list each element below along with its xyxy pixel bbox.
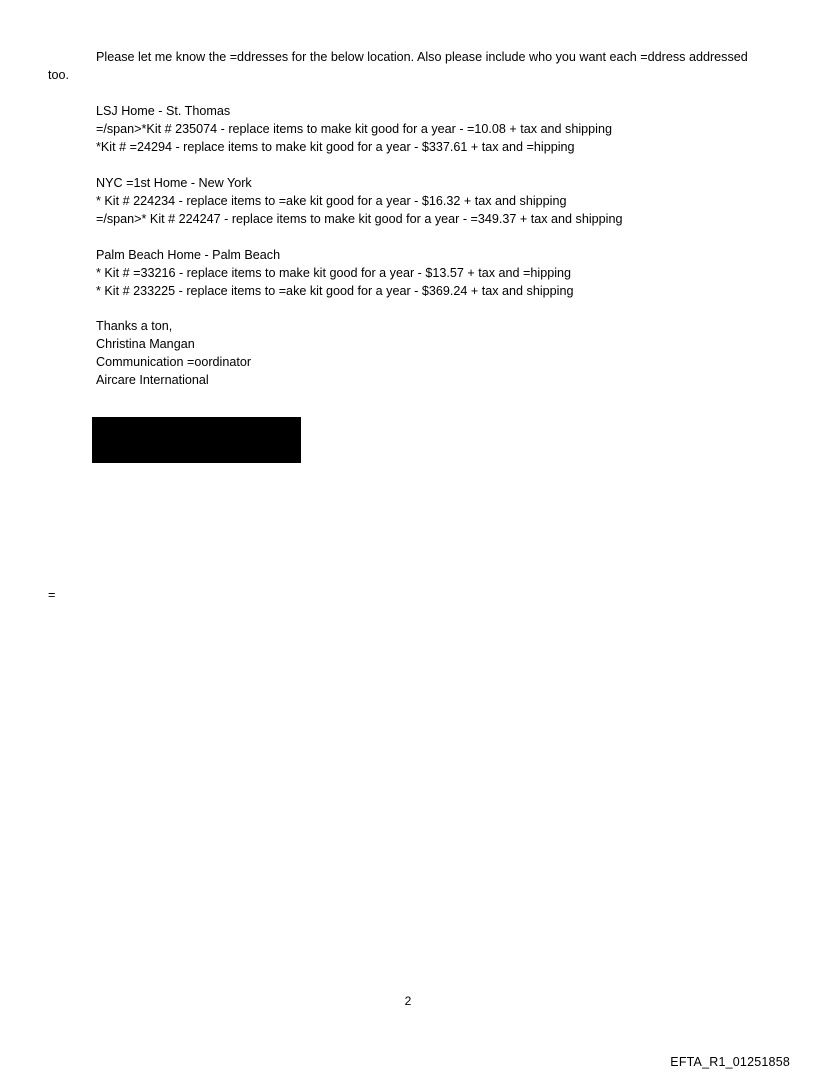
bates-number: EFTA_R1_01251858 xyxy=(670,1055,790,1069)
signature-company: Aircare International xyxy=(96,373,209,387)
signature-title: Communication =oordinator xyxy=(96,355,252,369)
location-heading: LSJ Home - St. Thomas xyxy=(96,104,231,118)
location-heading: NYC =1st Home - New York xyxy=(96,176,252,190)
kit-line: *Kit # =24294 - replace items to make kit good for a year - $337.61 + tax and =hipping xyxy=(96,140,575,154)
page-number: 2 xyxy=(404,994,412,1008)
kit-line: * Kit # 233225 - replace items to =ake kit good for a year - $369.24 + tax and shipping xyxy=(96,284,574,298)
kit-line: =/span>*Kit # 235074 - replace items to make kit good for a year - =10.08 + tax and shipping xyxy=(96,122,612,136)
signature-block xyxy=(96,317,776,389)
kit-line: * Kit # 224234 - replace items to =ake kit good for a year - $16.32 + tax and shipping xyxy=(96,194,567,208)
kit-line: =/span>* Kit # 224247 - replace items to make kit good for a year - =349.37 + tax and shipping xyxy=(96,212,623,226)
location-heading: Palm Beach Home - Palm Beach xyxy=(96,248,281,262)
signature-closing: Thanks a ton, xyxy=(96,319,173,333)
redaction-box xyxy=(92,417,301,463)
kit-line: * Kit # =33216 - replace items to make kit good for a year - $13.57 + tax and =hipping xyxy=(96,266,572,280)
location-block-palm-beach xyxy=(96,246,776,300)
location-block-lsj xyxy=(96,102,776,156)
location-block-nyc xyxy=(96,174,776,228)
stray-text: = xyxy=(48,588,56,602)
intro-paragraph: Please let me know the =ddresses for the below location. Also please include who you want each =ddress addressed too. xyxy=(48,50,748,82)
signature-name: Christina Mangan xyxy=(96,337,195,351)
